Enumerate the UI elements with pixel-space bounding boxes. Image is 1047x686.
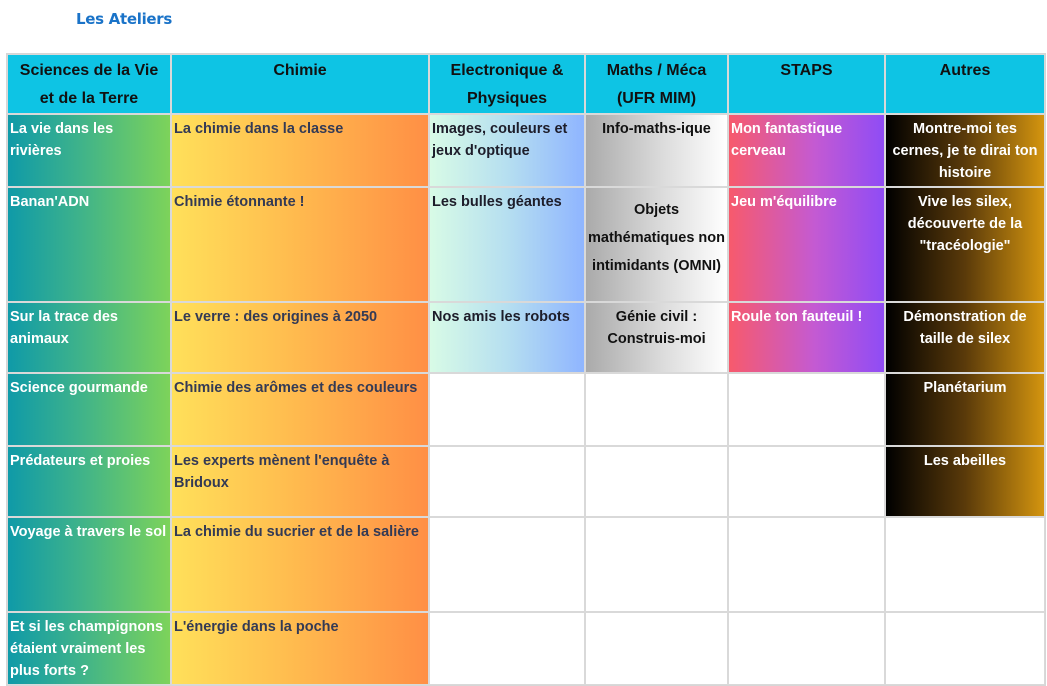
empty-cell (585, 446, 728, 517)
table-row (7, 446, 1045, 517)
atelier-cell-autres: Montre-moi tes cernes, je te dirai ton histoire (885, 114, 1045, 187)
atelier-cell-staps: Jeu m'équilibre (728, 187, 885, 302)
ateliers-table (6, 53, 1046, 686)
empty-cell (585, 517, 728, 612)
atelier-cell-staps: Roule ton fauteuil ! (728, 302, 885, 373)
column-header-staps: STAPS (728, 54, 885, 114)
atelier-cell-svt: Prédateurs et proies (7, 446, 171, 517)
atelier-cell-svt: Voyage à travers le sol (7, 517, 171, 612)
column-header-electronique: Electronique & Physiques (429, 54, 585, 114)
atelier-cell-chimie: La chimie dans la classe (171, 114, 429, 187)
empty-cell (585, 373, 728, 446)
atelier-cell-chimie: L'énergie dans la poche (171, 612, 429, 685)
empty-cell (429, 612, 585, 685)
column-header-autres: Autres (885, 54, 1045, 114)
column-header-svt: Sciences de la Vie et de la Terre (7, 54, 171, 114)
atelier-cell-maths: Objets mathématiques non intimidants (OMNI) (585, 187, 728, 302)
atelier-cell-chimie: Chimie des arômes et des couleurs (171, 373, 429, 446)
empty-cell (885, 612, 1045, 685)
table-row (7, 114, 1045, 187)
atelier-cell-chimie: Les experts mènent l'enquête à Bridoux (171, 446, 429, 517)
empty-cell (728, 446, 885, 517)
atelier-cell-svt: Banan'ADN (7, 187, 171, 302)
empty-cell (429, 373, 585, 446)
column-header-chimie: Chimie (171, 54, 429, 114)
atelier-cell-maths: Génie civil : Construis-moi (585, 302, 728, 373)
atelier-cell-svt: Sur la trace des animaux (7, 302, 171, 373)
header-row (7, 54, 1045, 114)
atelier-cell-autres: Démonstration de taille de silex (885, 302, 1045, 373)
atelier-cell-chimie: Chimie étonnante ! (171, 187, 429, 302)
column-header-maths: Maths / Méca (UFR MIM) (585, 54, 728, 114)
empty-cell (429, 517, 585, 612)
empty-cell (728, 517, 885, 612)
atelier-cell-autres: Planétarium (885, 373, 1045, 446)
empty-cell (585, 612, 728, 685)
atelier-cell-svt: Et si les champignons étaient vraiment les plus forts ? (7, 612, 171, 685)
empty-cell (728, 612, 885, 685)
atelier-cell-electronique: Nos amis les robots (429, 302, 585, 373)
empty-cell (885, 517, 1045, 612)
atelier-cell-maths: Info-maths-ique (585, 114, 728, 187)
empty-cell (429, 446, 585, 517)
table-row (7, 187, 1045, 302)
table-row (7, 612, 1045, 685)
atelier-cell-svt: Science gourmande (7, 373, 171, 446)
atelier-cell-chimie: Le verre : des origines à 2050 (171, 302, 429, 373)
empty-cell (728, 373, 885, 446)
atelier-cell-autres: Vive les silex, découverte de la "tracéologie" (885, 187, 1045, 302)
page-title: Les Ateliers (76, 10, 173, 28)
atelier-cell-electronique: Images, couleurs et jeux d'optique (429, 114, 585, 187)
atelier-cell-chimie: La chimie du sucrier et de la salière (171, 517, 429, 612)
atelier-cell-electronique: Les bulles géantes (429, 187, 585, 302)
atelier-cell-staps: Mon fantastique cerveau (728, 114, 885, 187)
table-row (7, 373, 1045, 446)
table-row (7, 517, 1045, 612)
atelier-cell-autres: Les abeilles (885, 446, 1045, 517)
atelier-cell-svt: La vie dans les rivières (7, 114, 171, 187)
table-row (7, 302, 1045, 373)
